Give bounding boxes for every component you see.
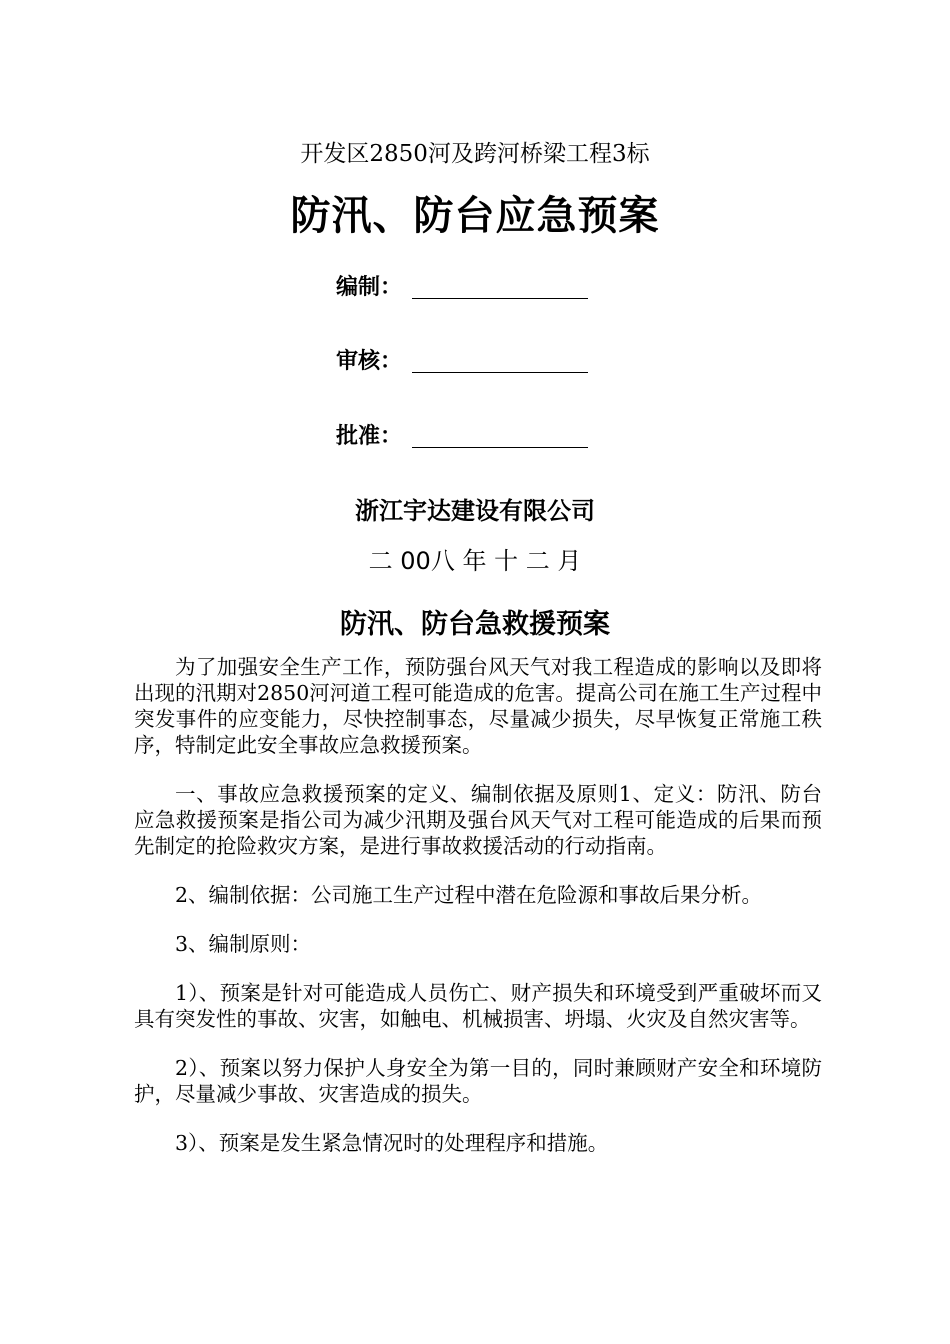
section-title: 防汛、防台急救援预案 [340,609,610,640]
paragraph-intro: 为了加强安全生产工作，预防强台风天气对我工程造成的影响以及即将出现的汛期对2850河河道工程可能造成的危害。提高公司在施工生产过程中突发事件的应变能力，尽快控制事态，尽量减少损失，尽早恢复正常施工秩序，特制定此安全事故应急救援预案。 [134,655,822,757]
paragraph-principles-heading: 3、编制原则： [175,932,312,956]
paragraph-basis: 2、编制依据：公司施工生产过程中潜在危险源和事故后果分析。 [175,883,763,907]
signature-label-reviewed: 审核： [336,349,403,374]
signature-line-approved [412,423,588,448]
signature-row-approved [336,419,588,451]
paragraph-principle-3: 3）、预案是发生紧急情况时的处理程序和措施。 [175,1131,609,1155]
signature-row-compiled [336,270,588,302]
project-title: 开发区2850河及跨河桥梁工程3标 [300,141,650,167]
paragraph-definition: 一、事故应急救援预案的定义、编制依据及原则1、定义：防汛、防台应急救援预案是指公司为减少汛期及强台风天气对工程可能造成的后果而预先制定的抢险救灾方案，是进行事故救援活动的行动指南。 [134,782,822,858]
company-name: 浙江宇达建设有限公司 [355,497,595,525]
paragraph-principle-2: 2）、预案以努力保护人身安全为第一目的，同时兼顾财产安全和环境防护，尽量减少事故、灾害造成的损失。 [134,1056,822,1106]
signature-line-compiled [412,274,588,299]
body-text [134,654,822,1179]
signature-label-compiled: 编制： [336,275,403,300]
signature-label-approved: 批准： [336,424,403,449]
document-date: 二 00八 年 十 二 月 [368,547,582,575]
paragraph-principle-1: 1）、预案是针对可能造成人员伤亡、财产损失和环境受到严重破坏而又具有突发性的事故、灾害，如触电、机械损害、坍塌、火灾及自然灾害等。 [134,981,822,1031]
signature-line-reviewed [412,348,588,373]
main-title: 防汛、防台应急预案 [290,193,660,239]
signature-row-reviewed [336,344,588,376]
